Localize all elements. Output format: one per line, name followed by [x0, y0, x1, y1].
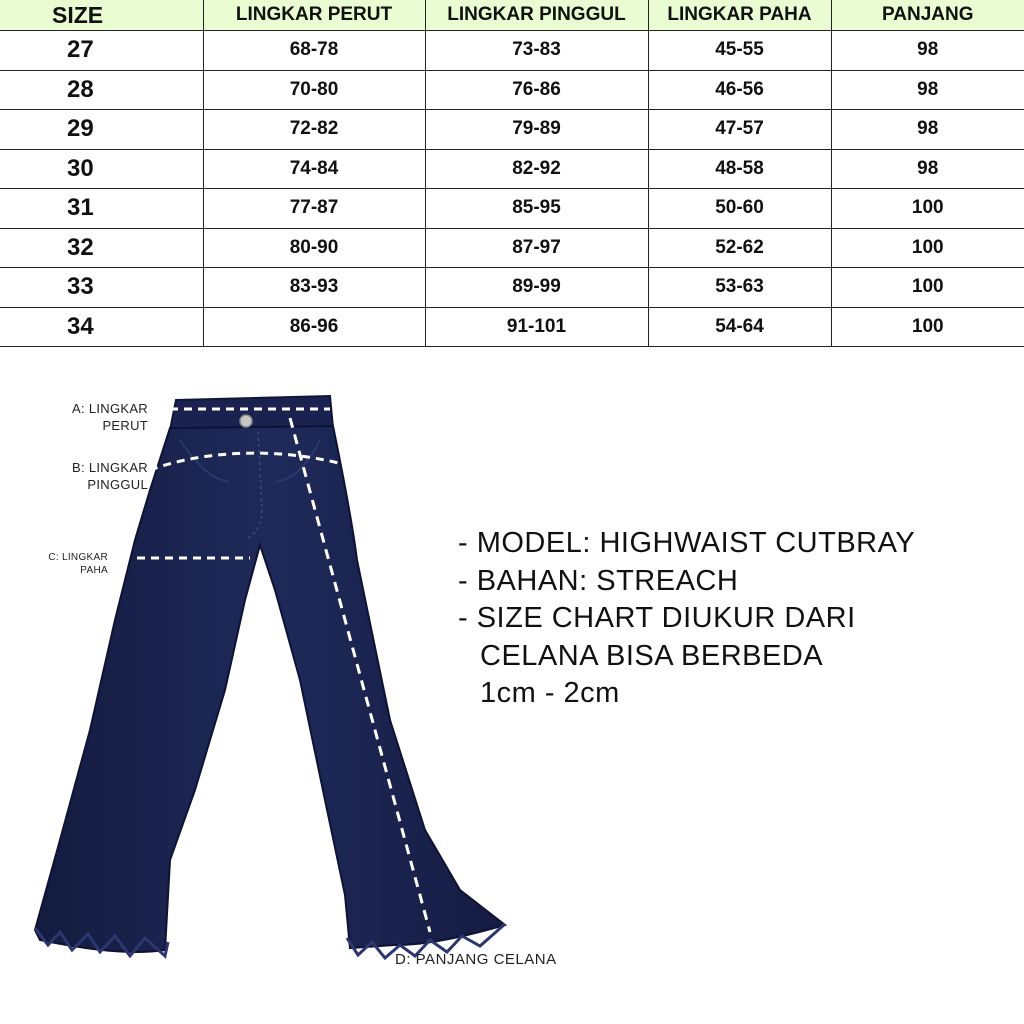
label-c — [40, 551, 108, 577]
panjang-cell: 100 — [831, 307, 1024, 347]
label-b — [40, 459, 148, 493]
panjang-cell: 98 — [831, 149, 1024, 189]
header-panjang: PANJANG — [831, 0, 1024, 31]
table-row — [0, 110, 1024, 150]
label-c-line1: C: LINGKAR — [48, 552, 108, 563]
table-row — [0, 189, 1024, 229]
jeans-body-shape — [35, 426, 505, 952]
note-size-line3: 1cm - 2cm — [480, 677, 620, 709]
perut-cell: 80-90 — [203, 228, 425, 268]
header-size: SIZE — [0, 0, 203, 31]
pinggul-cell: 73-83 — [425, 31, 648, 71]
pinggul-cell: 79-89 — [425, 110, 648, 150]
table-header-row — [0, 0, 1024, 31]
paha-cell: 53-63 — [648, 268, 831, 308]
perut-cell: 74-84 — [203, 149, 425, 189]
pinggul-cell: 91-101 — [425, 307, 648, 347]
note-size-line1: - SIZE CHART DIUKUR DARI — [458, 602, 856, 634]
paha-cell: 52-62 — [648, 228, 831, 268]
product-notes — [458, 525, 1018, 713]
label-a-line2: PERUT — [102, 418, 148, 433]
table-row — [0, 70, 1024, 110]
label-b-line1: B: LINGKAR — [72, 460, 148, 475]
table-row — [0, 31, 1024, 71]
panjang-cell: 100 — [831, 228, 1024, 268]
label-b-line2: PINGGUL — [87, 477, 148, 492]
header-lingkar-paha: LINGKAR PAHA — [648, 0, 831, 31]
size-table — [0, 0, 1024, 347]
paha-cell: 47-57 — [648, 110, 831, 150]
panjang-cell: 98 — [831, 70, 1024, 110]
perut-cell: 68-78 — [203, 31, 425, 71]
panjang-cell: 98 — [831, 110, 1024, 150]
size-cell: 29 — [0, 110, 203, 150]
panjang-cell: 100 — [831, 189, 1024, 229]
paha-cell: 48-58 — [648, 149, 831, 189]
size-cell: 33 — [0, 268, 203, 308]
perut-cell: 72-82 — [203, 110, 425, 150]
perut-cell: 83-93 — [203, 268, 425, 308]
size-cell: 27 — [0, 31, 203, 71]
label-d: D: PANJANG CELANA — [395, 951, 557, 968]
size-cell: 28 — [0, 70, 203, 110]
paha-cell: 46-56 — [648, 70, 831, 110]
header-lingkar-perut: LINGKAR PERUT — [203, 0, 425, 31]
size-cell: 31 — [0, 189, 203, 229]
pinggul-cell: 76-86 — [425, 70, 648, 110]
perut-cell: 77-87 — [203, 189, 425, 229]
perut-cell: 86-96 — [203, 307, 425, 347]
note-bahan: - BAHAN: STREACH — [458, 564, 739, 597]
table-row — [0, 307, 1024, 347]
perut-cell: 70-80 — [203, 70, 425, 110]
label-a — [52, 400, 148, 434]
panjang-cell: 100 — [831, 268, 1024, 308]
size-cell: 30 — [0, 149, 203, 189]
pinggul-cell: 87-97 — [425, 228, 648, 268]
paha-cell: 45-55 — [648, 31, 831, 71]
paha-cell: 50-60 — [648, 189, 831, 229]
label-c-line2: PAHA — [80, 565, 108, 576]
table-row — [0, 268, 1024, 308]
panjang-cell: 98 — [831, 31, 1024, 71]
paha-cell: 54-64 — [648, 307, 831, 347]
pinggul-cell: 89-99 — [425, 268, 648, 308]
pinggul-cell: 82-92 — [425, 149, 648, 189]
size-cell: 34 — [0, 307, 203, 347]
note-model: - MODEL: HIGHWAIST CUTBRAY — [458, 527, 916, 559]
header-lingkar-pinggul: LINGKAR PINGGUL — [425, 0, 648, 31]
pinggul-cell: 85-95 — [425, 189, 648, 229]
label-a-line1: A: LINGKAR — [72, 401, 148, 416]
button-icon — [240, 415, 252, 427]
table-row — [0, 228, 1024, 268]
size-cell: 32 — [0, 228, 203, 268]
table-row — [0, 149, 1024, 189]
note-size-line2: CELANA BISA BERBEDA — [480, 639, 824, 672]
